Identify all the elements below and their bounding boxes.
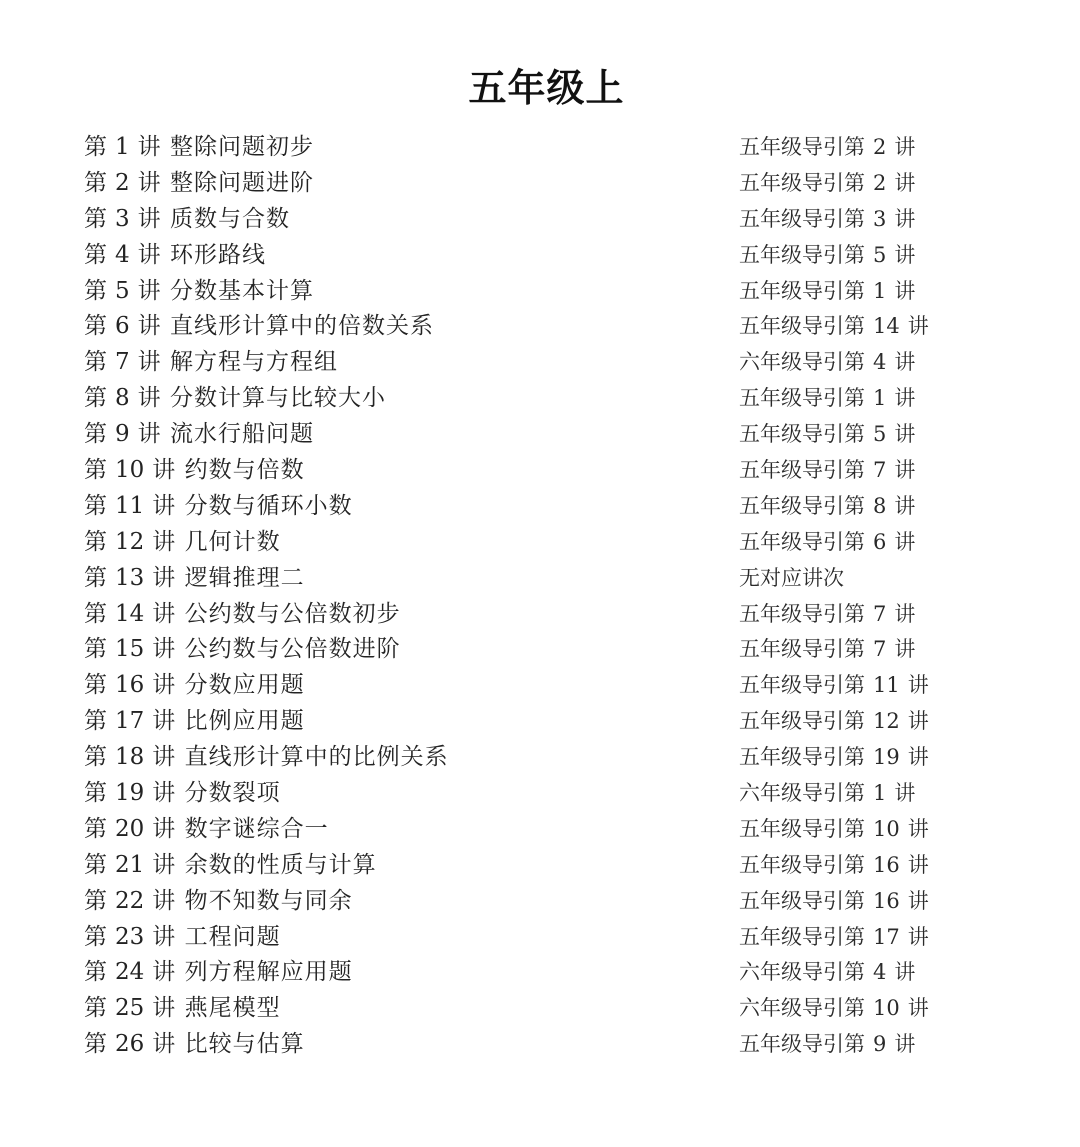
guide-reference [739,130,915,166]
guide-reference-number: 9 [873,1032,887,1057]
guide-reference-number: 1 [873,781,887,806]
guide-reference-prefix: 六年级导引第 [739,781,865,806]
lecture-title [84,166,314,202]
lecture-topic: 分数裂项 [184,780,281,807]
lecture-suffix: 讲 [152,887,176,914]
guide-reference-number: 14 [873,314,900,339]
lecture-topic: 流水行船问题 [169,421,314,448]
list-item [0,525,1080,561]
guide-reference-suffix: 讲 [894,529,916,554]
guide-reference [739,381,915,417]
lecture-topic: 逻辑推理二 [184,564,305,591]
lecture-suffix: 讲 [137,421,161,448]
lecture-number: 21 [115,851,145,878]
guide-reference-number: 4 [873,350,887,375]
lecture-title [84,489,353,525]
guide-reference [739,489,915,525]
lecture-title [84,704,305,740]
lecture-prefix: 第 [84,636,107,663]
lecture-suffix: 讲 [152,995,176,1022]
lecture-prefix: 第 [84,241,107,268]
lecture-suffix: 讲 [137,349,161,376]
guide-reference [739,920,929,956]
lecture-suffix: 讲 [152,959,176,986]
guide-reference [739,417,915,453]
lecture-number: 8 [115,385,130,412]
lecture-title [84,884,353,920]
lecture-topic: 余数的性质与计算 [184,851,377,878]
lecture-suffix: 讲 [152,815,176,842]
guide-reference [739,166,915,202]
guide-reference [739,632,915,668]
guide-reference-number: 7 [873,601,887,626]
guide-reference-prefix: 五年级导引第 [739,637,865,662]
guide-reference-prefix: 五年级导引第 [739,673,865,698]
guide-reference-suffix: 讲 [907,996,929,1021]
lecture-title [84,130,314,166]
guide-reference-number: 1 [873,278,887,303]
guide-reference-number: 16 [873,852,900,877]
lecture-number: 14 [115,600,145,627]
guide-reference-suffix: 讲 [894,242,916,267]
lecture-suffix: 讲 [152,851,176,878]
guide-reference [739,848,929,884]
guide-reference-suffix: 讲 [894,206,916,231]
guide-reference-prefix: 五年级导引第 [739,924,865,949]
lecture-number: 16 [115,672,145,699]
lecture-prefix: 第 [84,169,107,196]
list-item [0,776,1080,812]
guide-reference-number: 6 [873,529,887,554]
guide-reference-prefix: 五年级导引第 [739,529,865,554]
lecture-number: 4 [115,241,130,268]
guide-reference-prefix: 五年级导引第 [739,816,865,841]
guide-reference-suffix: 讲 [907,888,929,913]
guide-reference-prefix: 五年级导引第 [739,888,865,913]
lecture-suffix: 讲 [137,205,161,232]
lecture-prefix: 第 [84,1031,107,1058]
lecture-topic: 比例应用题 [184,708,305,735]
guide-reference-number: 2 [873,170,887,195]
guide-reference-prefix: 五年级导引第 [739,852,865,877]
guide-reference-prefix: 五年级导引第 [739,601,865,626]
lecture-prefix: 第 [84,349,107,376]
guide-reference-number: 3 [873,206,887,231]
list-item [0,130,1080,166]
list-item [0,668,1080,704]
guide-reference-prefix: 五年级导引第 [739,709,865,734]
list-item [0,920,1080,956]
guide-reference [739,309,929,345]
lecture-topic: 整除问题进阶 [169,169,314,196]
lecture-number: 20 [115,815,145,842]
list-item [0,238,1080,274]
lecture-number: 24 [115,959,145,986]
guide-reference-number: 4 [873,960,887,985]
guide-reference-suffix: 讲 [894,1032,916,1057]
list-item [0,848,1080,884]
guide-reference [739,202,915,238]
lecture-number: 3 [115,205,130,232]
lecture-title [84,597,401,633]
list-item [0,453,1080,489]
lecture-prefix: 第 [84,995,107,1022]
lecture-number: 13 [115,564,145,591]
guide-reference-prefix: 无对应讲次 [739,565,844,590]
list-item [0,417,1080,453]
guide-reference [739,345,915,381]
guide-reference-prefix: 六年级导引第 [739,996,865,1021]
lecture-suffix: 讲 [152,564,176,591]
guide-reference-prefix: 五年级导引第 [739,242,865,267]
lecture-title [84,632,401,668]
guide-reference-prefix: 五年级导引第 [739,493,865,518]
guide-reference-number: 12 [873,709,900,734]
guide-reference-number: 10 [873,996,900,1021]
guide-reference-suffix: 讲 [907,924,929,949]
guide-reference-suffix: 讲 [907,709,929,734]
guide-reference-number: 19 [873,745,900,770]
lecture-number: 17 [115,708,145,735]
lecture-number: 6 [115,313,130,340]
list-item [0,955,1080,991]
lecture-title [84,309,434,345]
lecture-topic: 整除问题初步 [169,134,314,160]
lecture-prefix: 第 [84,887,107,914]
lecture-title [84,274,314,310]
lecture-prefix: 第 [84,959,107,986]
list-item [0,884,1080,920]
lecture-title [84,920,281,956]
list-item [0,489,1080,525]
lecture-prefix: 第 [84,528,107,555]
lecture-topic: 列方程解应用题 [184,959,353,986]
lecture-topic: 直线形计算中的比例关系 [184,744,449,771]
guide-reference-suffix: 讲 [894,386,916,411]
list-item [0,202,1080,238]
lecture-number: 7 [115,349,130,376]
lecture-topic: 公约数与公倍数进阶 [184,636,401,663]
lecture-prefix: 第 [84,780,107,807]
lecture-title [84,955,353,991]
guide-reference-prefix: 五年级导引第 [739,422,865,447]
guide-reference [739,238,915,274]
guide-reference-prefix: 五年级导引第 [739,458,865,483]
list-item [0,597,1080,633]
list-item [0,561,1080,597]
guide-reference-number: 7 [873,458,887,483]
lecture-suffix: 讲 [152,492,176,519]
list-item [0,274,1080,310]
lecture-topic: 分数应用题 [184,672,305,699]
lecture-number: 5 [115,277,130,304]
lecture-topic: 约数与倍数 [184,457,305,484]
guide-reference [739,597,915,633]
lecture-suffix: 讲 [152,780,176,807]
list-item [0,309,1080,345]
lecture-title [84,381,386,417]
lecture-number: 12 [115,528,145,555]
lecture-topic: 比较与估算 [184,1031,305,1058]
lecture-prefix: 第 [84,744,107,771]
lecture-title [84,417,314,453]
lecture-number: 23 [115,923,145,950]
guide-reference-prefix: 六年级导引第 [739,350,865,375]
guide-reference [739,668,929,704]
guide-reference [739,561,844,597]
list-item [0,632,1080,668]
guide-reference [739,812,929,848]
lecture-topic: 燕尾模型 [184,995,281,1022]
lecture-prefix: 第 [84,421,107,448]
list-item [0,740,1080,776]
lecture-suffix: 讲 [152,600,176,627]
lecture-title [84,740,449,776]
guide-reference-number: 10 [873,816,900,841]
lecture-title [84,345,338,381]
lecture-prefix: 第 [84,134,107,160]
lecture-suffix: 讲 [152,1031,176,1058]
guide-reference-prefix: 五年级导引第 [739,170,865,195]
lecture-number: 10 [115,457,145,484]
guide-reference-suffix: 讲 [907,314,929,339]
guide-reference-suffix: 讲 [894,781,916,806]
guide-reference [739,1027,915,1063]
lecture-title [84,202,290,238]
lecture-number: 1 [115,134,130,160]
lecture-topic: 几何计数 [184,528,281,555]
guide-reference [739,991,929,1027]
guide-reference-number: 1 [873,386,887,411]
guide-reference-suffix: 讲 [894,637,916,662]
page-title: 五年级上 [468,66,625,110]
lecture-suffix: 讲 [152,923,176,950]
guide-reference-suffix: 讲 [894,422,916,447]
lecture-prefix: 第 [84,492,107,519]
lecture-prefix: 第 [84,564,107,591]
lecture-number: 25 [115,995,145,1022]
lecture-title [84,668,305,704]
guide-reference-number: 11 [873,673,900,698]
lecture-number: 2 [115,169,130,196]
lecture-list [0,130,1080,1063]
lecture-topic: 数字谜综合一 [184,815,329,842]
guide-reference-prefix: 五年级导引第 [739,386,865,411]
lecture-prefix: 第 [84,815,107,842]
guide-reference-suffix: 讲 [907,745,929,770]
lecture-title [84,525,281,561]
lecture-title [84,238,266,274]
lecture-title [84,812,329,848]
guide-reference-suffix: 讲 [894,493,916,518]
guide-reference-suffix: 讲 [894,458,916,483]
guide-reference-number: 7 [873,637,887,662]
lecture-suffix: 讲 [152,636,176,663]
guide-reference [739,955,915,991]
lecture-suffix: 讲 [137,169,161,196]
lecture-number: 9 [115,421,130,448]
lecture-topic: 直线形计算中的倍数关系 [169,313,434,340]
guide-reference-suffix: 讲 [894,601,916,626]
lecture-suffix: 讲 [152,528,176,555]
lecture-topic: 工程问题 [184,923,281,950]
lecture-suffix: 讲 [137,385,161,412]
list-item [0,1027,1080,1063]
lecture-topic: 分数计算与比较大小 [169,385,386,412]
lecture-title [84,991,281,1027]
lecture-number: 11 [115,492,145,519]
guide-reference-suffix: 讲 [907,852,929,877]
guide-reference-prefix: 五年级导引第 [739,314,865,339]
list-item [0,166,1080,202]
lecture-prefix: 第 [84,672,107,699]
lecture-title [84,453,305,489]
lecture-prefix: 第 [84,600,107,627]
lecture-topic: 物不知数与同余 [184,887,353,914]
lecture-suffix: 讲 [137,241,161,268]
guide-reference-prefix: 五年级导引第 [739,1032,865,1057]
guide-reference [739,453,915,489]
lecture-number: 15 [115,636,145,663]
guide-reference-suffix: 讲 [894,135,916,159]
lecture-suffix: 讲 [152,744,176,771]
guide-reference-prefix: 五年级导引第 [739,135,865,159]
lecture-suffix: 讲 [152,708,176,735]
guide-reference-number: 16 [873,888,900,913]
lecture-title [84,561,305,597]
guide-reference-number: 17 [873,924,900,949]
guide-reference-suffix: 讲 [907,816,929,841]
guide-reference-number: 2 [873,135,887,159]
guide-reference-number: 5 [873,242,887,267]
lecture-suffix: 讲 [137,313,161,340]
guide-reference [739,274,915,310]
list-item [0,812,1080,848]
guide-reference-suffix: 讲 [894,170,916,195]
lecture-topic: 质数与合数 [169,205,290,232]
lecture-prefix: 第 [84,313,107,340]
lecture-suffix: 讲 [137,134,161,160]
guide-reference-suffix: 讲 [894,278,916,303]
lecture-number: 18 [115,744,145,771]
list-item [0,381,1080,417]
list-item [0,345,1080,381]
lecture-topic: 公约数与公倍数初步 [184,600,401,627]
lecture-number: 19 [115,780,145,807]
guide-reference-number: 5 [873,422,887,447]
lecture-topic: 环形路线 [169,241,266,268]
lecture-number: 22 [115,887,145,914]
lecture-prefix: 第 [84,205,107,232]
lecture-prefix: 第 [84,385,107,412]
guide-reference-suffix: 讲 [894,350,916,375]
lecture-topic: 分数基本计算 [169,277,314,304]
lecture-title [84,848,377,884]
list-item [0,704,1080,740]
lecture-title [84,776,281,812]
lecture-prefix: 第 [84,277,107,304]
lecture-topic: 解方程与方程组 [169,349,338,376]
lecture-suffix: 讲 [152,457,176,484]
list-item [0,991,1080,1027]
lecture-number: 26 [115,1031,145,1058]
guide-reference [739,776,915,812]
guide-reference-suffix: 讲 [907,673,929,698]
guide-reference-prefix: 五年级导引第 [739,278,865,303]
guide-reference [739,884,929,920]
guide-reference [739,740,929,776]
lecture-prefix: 第 [84,851,107,878]
lecture-topic: 分数与循环小数 [184,492,353,519]
lecture-title [84,1027,305,1063]
lecture-prefix: 第 [84,923,107,950]
lecture-suffix: 讲 [137,277,161,304]
lecture-prefix: 第 [84,457,107,484]
lecture-prefix: 第 [84,708,107,735]
lecture-suffix: 讲 [152,672,176,699]
guide-reference-suffix: 讲 [894,960,916,985]
guide-reference-prefix: 六年级导引第 [739,960,865,985]
guide-reference-prefix: 五年级导引第 [739,206,865,231]
guide-reference-number: 8 [873,493,887,518]
guide-reference [739,704,929,740]
guide-reference [739,525,915,561]
guide-reference-prefix: 五年级导引第 [739,745,865,770]
